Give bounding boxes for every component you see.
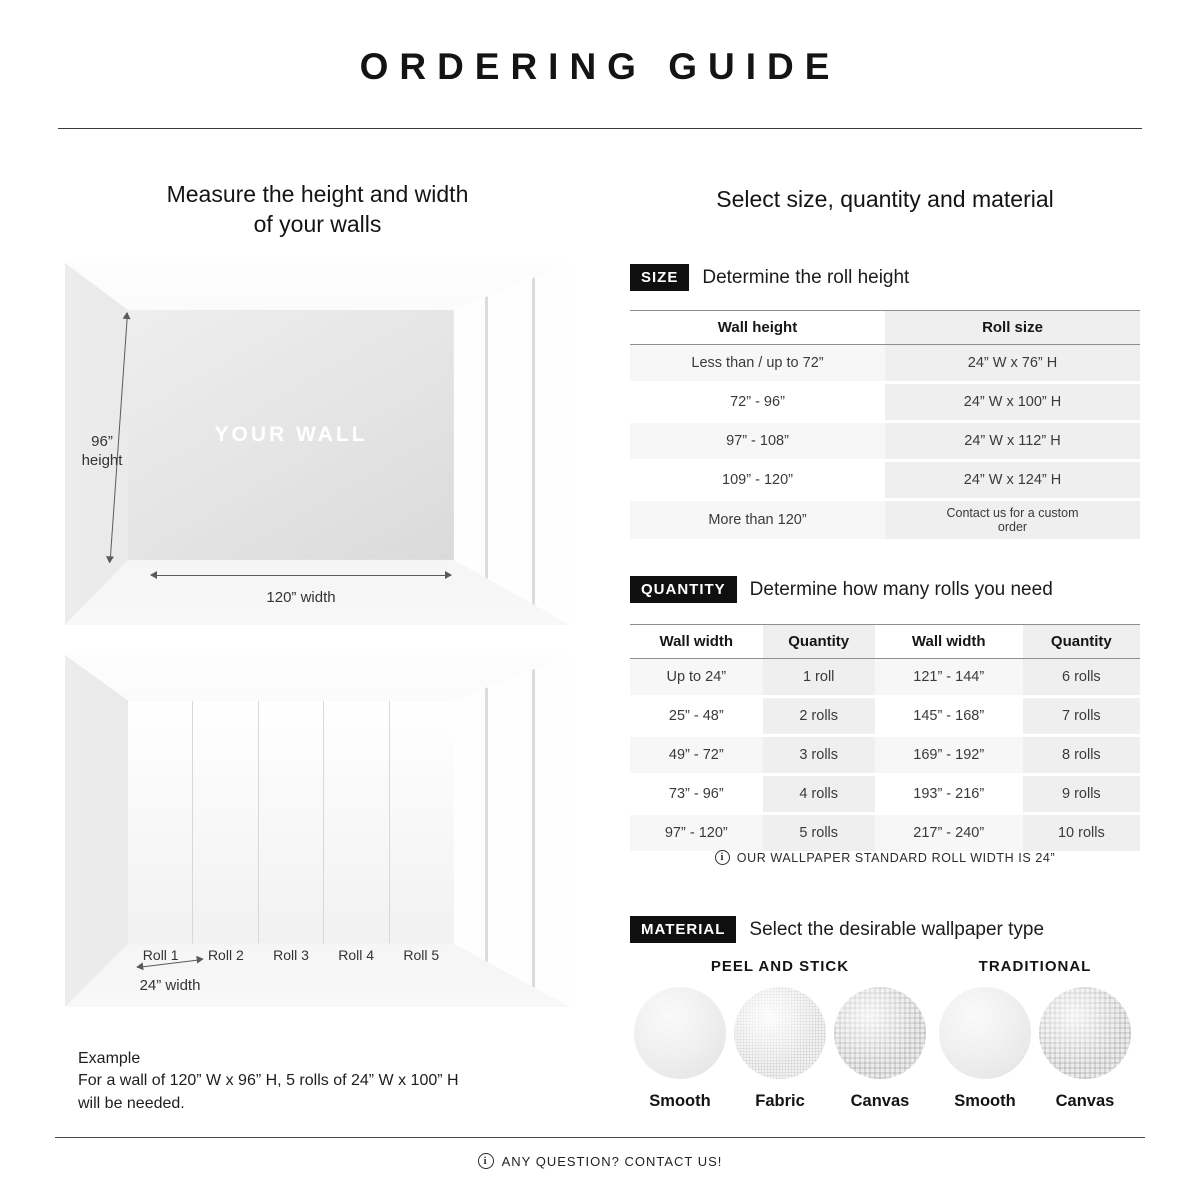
table-row xyxy=(630,737,1140,776)
room-illustration-measure xyxy=(65,263,570,625)
roll-labels xyxy=(128,944,454,963)
roll-label: Roll 4 xyxy=(338,946,375,963)
roll-panel xyxy=(324,701,389,944)
swatch-item-smooth xyxy=(634,987,726,1111)
table-row xyxy=(630,698,1140,737)
cell-wall-height: More than 120” xyxy=(630,501,885,542)
swatch-label: Canvas xyxy=(1055,1092,1115,1110)
roll-label: Roll 3 xyxy=(273,946,309,963)
size-col-roll-size: Roll size xyxy=(885,310,1140,345)
measure-heading-line2: of your walls xyxy=(253,210,382,237)
rolls-wall xyxy=(128,701,454,944)
cell-wall-width: 169” - 192” xyxy=(875,737,1023,776)
cell-wall-width: 97” - 120” xyxy=(630,815,763,854)
info-icon: i xyxy=(715,850,730,865)
fabric-texture-swatch xyxy=(734,987,826,1079)
cell-roll-size xyxy=(885,501,1140,542)
cell-roll-size: 24” W x 112” H xyxy=(885,423,1140,462)
roll-panel xyxy=(390,701,454,944)
footer-divider xyxy=(55,1137,1145,1138)
quantity-caption: Determine how many rolls you need xyxy=(749,578,1053,600)
roll-width-dimension-label: 24” width xyxy=(139,977,201,994)
example-line2: will be needed. xyxy=(78,1094,185,1112)
swatch-label: Smooth xyxy=(954,1092,1016,1110)
select-heading: Select size, quantity and material xyxy=(716,186,1054,212)
roll-panel xyxy=(128,701,193,944)
smooth-texture-swatch xyxy=(939,987,1031,1079)
material-group-traditional xyxy=(930,958,1140,1111)
cell-quantity: 2 rolls xyxy=(763,698,875,737)
swatch-label: Canvas xyxy=(850,1092,910,1110)
roll-panel xyxy=(259,701,324,944)
cell-quantity: 8 rolls xyxy=(1023,737,1140,776)
material-caption: Select the desirable wallpaper type xyxy=(749,918,1045,940)
page-title: ORDERING GUIDE xyxy=(359,46,841,87)
qty-col-quantity-1: Quantity xyxy=(763,624,875,659)
size-badge: SIZE xyxy=(630,264,689,291)
cell-wall-width: 193” - 216” xyxy=(875,776,1023,815)
size-section-head xyxy=(630,264,909,291)
material-badge: MATERIAL xyxy=(630,916,736,943)
size-col-wall-height: Wall height xyxy=(630,310,885,345)
cell-wall-width: 217” - 240” xyxy=(875,815,1023,854)
quantity-table xyxy=(630,624,1140,854)
size-table xyxy=(630,310,1140,542)
canvas-texture-swatch xyxy=(1039,987,1131,1079)
swatch-label: Smooth xyxy=(649,1092,711,1110)
cell-quantity: 6 rolls xyxy=(1023,659,1140,698)
cell-wall-height: Less than / up to 72” xyxy=(630,345,885,384)
size-caption: Determine the roll height xyxy=(702,266,910,288)
quantity-badge: QUANTITY xyxy=(630,576,737,603)
height-word: height xyxy=(81,451,123,469)
roll-width-note-text: OUR WALLPAPER STANDARD ROLL WIDTH IS 24” xyxy=(736,850,1056,865)
swatch-item-fabric xyxy=(734,987,826,1111)
cell-wall-width: 121” - 144” xyxy=(875,659,1023,698)
table-row xyxy=(630,815,1140,854)
roll-width-note xyxy=(630,850,1140,865)
room-illustration-rolls xyxy=(65,655,570,1007)
cell-wall-width: 25” - 48” xyxy=(630,698,763,737)
footer-note-text: ANY QUESTION? CONTACT US! xyxy=(501,1153,723,1169)
height-value: 96” xyxy=(91,433,113,450)
cell-wall-width: 145” - 168” xyxy=(875,698,1023,737)
cell-roll-size: 24” W x 76” H xyxy=(885,345,1140,384)
table-row xyxy=(630,659,1140,698)
footer-note xyxy=(0,1153,1200,1169)
cell-wall-width: Up to 24” xyxy=(630,659,763,698)
roll-panels xyxy=(128,701,454,944)
table-row xyxy=(630,501,1140,542)
canvas-texture-swatch xyxy=(834,987,926,1079)
your-wall-label: YOUR WALL xyxy=(214,422,368,446)
info-icon: i xyxy=(478,1153,494,1169)
swatch-label: Fabric xyxy=(755,1092,805,1110)
material-group-peel-and-stick xyxy=(630,958,930,1111)
material-group-title: PEEL AND STICK xyxy=(710,958,850,975)
material-group-title: TRADITIONAL xyxy=(978,958,1092,975)
cell-wall-width: 49” - 72” xyxy=(630,737,763,776)
cell-quantity: 9 rolls xyxy=(1023,776,1140,815)
cell-quantity: 5 rolls xyxy=(763,815,875,854)
swatch-item-canvas xyxy=(1039,987,1131,1111)
cell-quantity: 7 rolls xyxy=(1023,698,1140,737)
qty-col-quantity-2: Quantity xyxy=(1023,624,1140,659)
roll-panel xyxy=(193,701,258,944)
cell-quantity: 10 rolls xyxy=(1023,815,1140,854)
smooth-texture-swatch xyxy=(634,987,726,1079)
swatch-item-canvas xyxy=(834,987,926,1111)
cell-wall-height: 97” - 108” xyxy=(630,423,885,462)
qty-col-wall-width-2: Wall width xyxy=(875,624,1023,659)
table-row xyxy=(630,462,1140,501)
height-dimension-label xyxy=(73,433,131,471)
cell-wall-height: 109” - 120” xyxy=(630,462,885,501)
swatch-item-smooth xyxy=(939,987,1031,1111)
quantity-section-head xyxy=(630,576,1053,603)
table-row xyxy=(630,384,1140,423)
cell-quantity: 3 rolls xyxy=(763,737,875,776)
custom-order-note: Contact us for a custom order xyxy=(946,506,1079,534)
table-row xyxy=(630,345,1140,384)
table-row xyxy=(630,776,1140,815)
size-table-header-row xyxy=(630,310,1140,345)
header-divider xyxy=(58,128,1142,129)
material-groups xyxy=(630,958,1140,1111)
cell-wall-height: 72” - 96” xyxy=(630,384,885,423)
roll-label: Roll 2 xyxy=(207,946,244,963)
example-line1: For a wall of 120” W x 96” H, 5 rolls of 24” W x 100” H xyxy=(78,1072,459,1090)
swatch-row xyxy=(630,987,930,1111)
measure-heading xyxy=(65,180,570,240)
example-block xyxy=(78,1048,558,1115)
width-dimension-arrow xyxy=(151,575,451,576)
roll-label: Roll 1 xyxy=(142,946,179,963)
example-title: Example xyxy=(78,1050,141,1067)
qty-col-wall-width-1: Wall width xyxy=(630,624,763,659)
quantity-table-header-row xyxy=(630,624,1140,659)
your-wall xyxy=(128,310,454,560)
material-section-head xyxy=(630,916,1044,943)
roll-label: Roll 5 xyxy=(403,946,440,963)
cell-roll-size: 24” W x 100” H xyxy=(885,384,1140,423)
table-row xyxy=(630,423,1140,462)
cell-quantity: 4 rolls xyxy=(763,776,875,815)
width-dimension-label: 120” width xyxy=(266,589,336,606)
cell-roll-size: 24” W x 124” H xyxy=(885,462,1140,501)
measure-heading-line1: Measure the height and width xyxy=(166,181,469,207)
swatch-row xyxy=(930,987,1140,1111)
cell-wall-width: 73” - 96” xyxy=(630,776,763,815)
cell-quantity: 1 roll xyxy=(763,659,875,698)
